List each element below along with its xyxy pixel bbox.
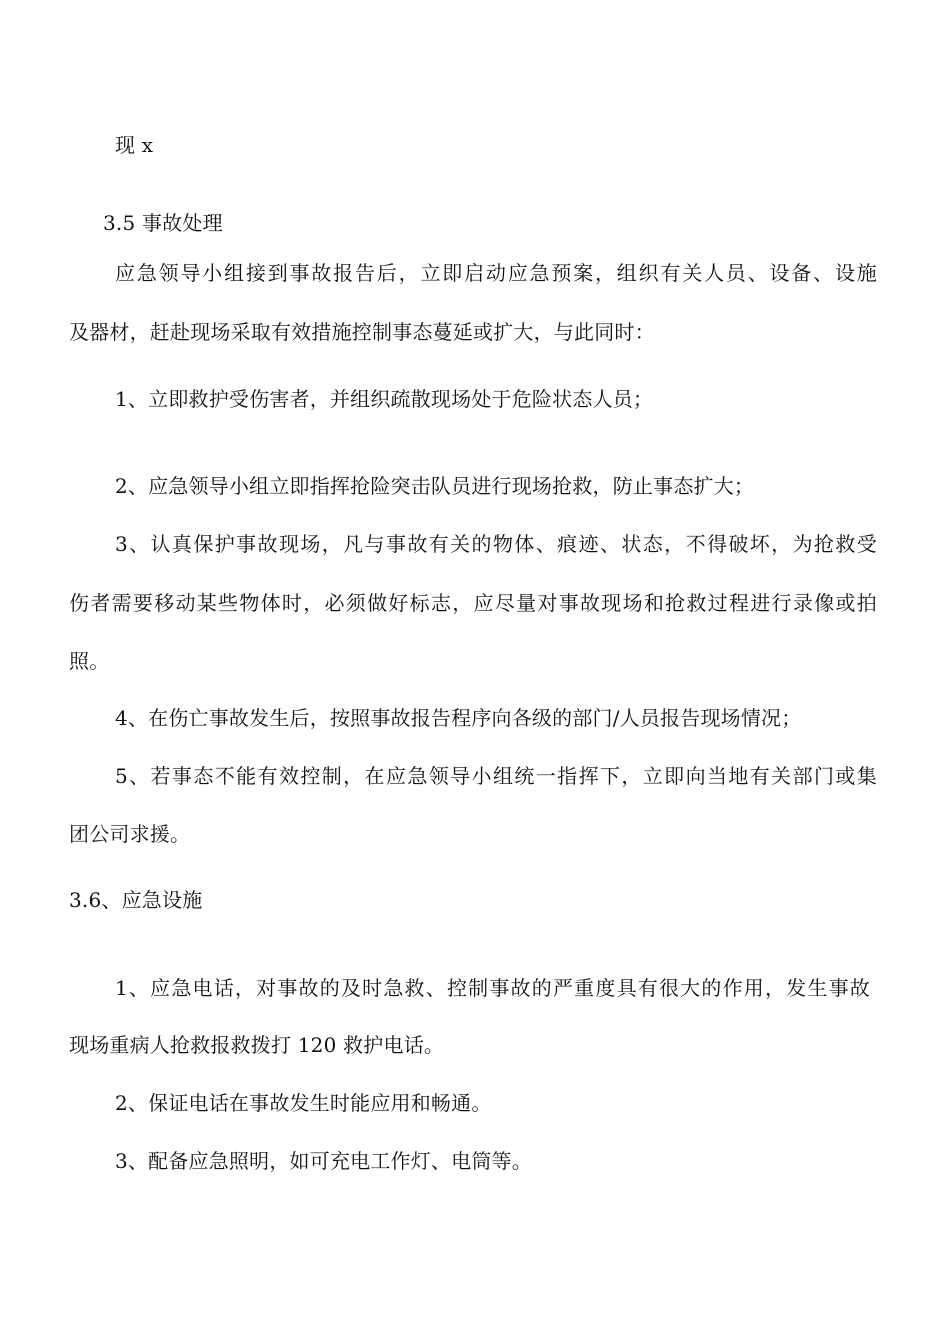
facility-item-3: 3、配备应急照明，如可充电工作灯、电筒等。: [115, 1149, 532, 1173]
list-item-2: 2、应急领导小组立即指挥抢险突击队员进行现场抢救，防止事态扩大；: [115, 474, 755, 498]
list-item-5: 5、若事态不能有效控制，在应急领导小组统一指挥下，立即向当地有关部门或集: [115, 764, 877, 788]
text-line-fragment: 现 x: [115, 133, 154, 157]
list-item-4: 4、在伤亡事故发生后，按照事故报告程序向各级的部门/人员报告现场情况；: [115, 706, 802, 730]
paragraph-line: 应急领导小组接到事故报告后，立即启动应急预案，组织有关人员、设备、设施: [115, 261, 877, 285]
facility-item-2: 2、保证电话在事故发生时能应用和畅通。: [115, 1091, 492, 1115]
paragraph-line: 及器材，赶赴现场采取有效措施控制事态蔓延或扩大，与此同时：: [69, 320, 655, 344]
list-item-3-cont: 照。: [69, 649, 110, 673]
list-item-3: 3、认真保护事故现场，凡与事故有关的物体、痕迹、状态，不得破坏，为抢救受: [115, 532, 877, 556]
facility-item-1: 1、应急电话，对事故的及时急救、控制事故的严重度具有很大的作用，发生事故: [115, 976, 870, 1000]
list-item-1: 1、立即救护受伤害者，并组织疏散现场处于危险状态人员；: [115, 387, 654, 411]
section-heading-3-5: 3.5 事故处理: [103, 211, 223, 235]
facility-item-1-cont: 现场重病人抢救报救拨打 120 救护电话。: [69, 1033, 445, 1057]
list-item-3-cont: 伤者需要移动某些物体时，必须做好标志，应尽量对事故现场和抢救过程进行录像或拍: [69, 591, 877, 615]
list-item-5-cont: 团公司求援。: [69, 822, 191, 846]
section-heading-3-6: 3.6、应急设施: [69, 888, 203, 912]
